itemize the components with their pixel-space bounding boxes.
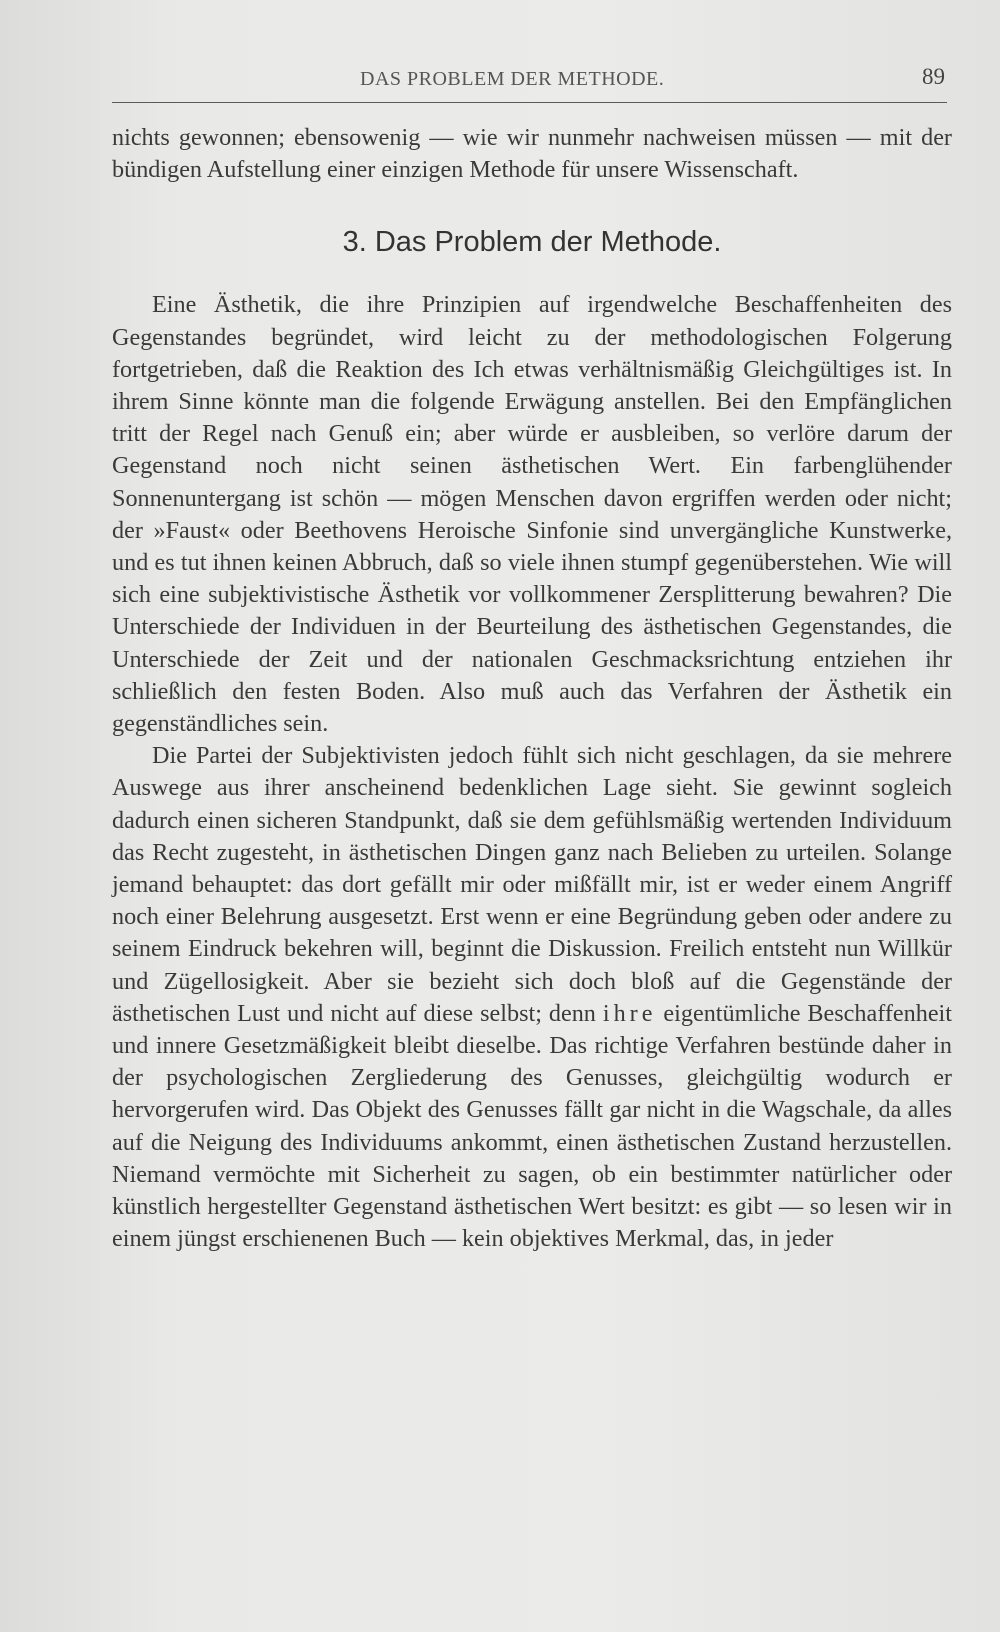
body-text — [112, 122, 952, 1256]
paragraph-2-part-2: eigentümliche Beschaffenheit und innere Gesetzmäßigkeit bleibt dieselbe. Das richtige Verfahren bestünde daher in der psychologischen Zergliederung des Genusses, gleichgültig wodurch er hervorgerufen wird. Das Objekt des Genusses fällt gar nicht in die Wagschale, da alles auf die Neigung des Individuums ankommt, einen ästhetischen Zustand herzustellen. Niemand vermöchte mit Sicherheit zu sagen, ob ein bestimmter natürlicher oder künstlich hergestellter Gegenstand ästhetischen Wert besitzt: es gibt — so lesen wir in einem jüngst erschienenen Buch — kein objektives Merkmal, das, in jeder — [112, 999, 952, 1253]
running-title: DAS PROBLEM DER METHODE. — [360, 68, 665, 90]
section-heading: 3. Das Problem der Methode. — [342, 226, 722, 259]
emphasis-ihre: ihre — [602, 999, 657, 1027]
paragraph-2 — [112, 740, 952, 1255]
page-number: 89 — [922, 64, 945, 89]
paragraph-1: Eine Ästhetik, die ihre Prinzipien auf irgendwelche Beschaffenheiten des Gegenstandes begründet, wird leicht zu der methodologischen Folgerung fortgetrieben, daß die Reaktion des Ich etwas verhältnismäßig Gleichgültiges ist. In ihrem Sinne könnte man die folgende Erwägung anstellen. Bei den Empfänglichen tritt der Regel nach Genuß ein; aber würde er ausbleiben, so verlöre darum der Gegenstand noch nicht seinen ästhetischen Wert. Ein farbenglühender Sonnenuntergang ist schön — mögen Menschen davon ergriffen werden oder nicht; der »Faust« oder Beethovens Heroische Sinfonie sind unvergängliche Kunstwerke, und es tut ihnen keinen Abbruch, daß so viele ihnen stumpf gegenüberstehen. Wie will sich eine subjektivistische Ästhetik vor vollkommener Zersplitterung bewahren? Die Unterschiede der Individuen in der Beurteilung des ästhetischen Gegenstandes, die Unterschiede der Zeit und der nationalen Geschmacksrichtung entziehen ihr schließlich den festen Boden. Also muß auch das Verfahren der Ästhetik ein gegenständliches sein. — [112, 291, 952, 738]
running-header — [112, 62, 947, 103]
paragraph-2-part-1: Die Partei der Subjektivisten jedoch fühlt sich nicht geschlagen, da sie mehrere Auswege aus ihrer anscheinend bedenklichen Lage sieht. Sie gewinnt sogleich dadurch einen sicheren Standpunkt, daß sie dem gefühlsmäßig wertenden Individuum das Recht zugesteht, in ästhetischen Dingen ganz nach Belieben zu urteilen. Solange jemand behauptet: das dort gefällt mir oder mißfällt mir, ist er weder einem Angriff noch einer Belehrung ausgesetzt. Erst wenn er eine Begründung geben oder andere zu seinem Eindruck bekehren will, beginnt die Diskussion. Freilich entsteht nun Willkür und Zügellosigkeit. Aber sie bezieht sich doch bloß auf die Gegenstände der ästhetischen Lust und nicht auf diese selbst; denn — [112, 742, 952, 1027]
intro-paragraph: nichts gewonnen; ebensowenig — wie wir nunmehr nachweisen müssen — mit der bündigen Aufstellung einer einzigen Methode für unsere Wissenschaft. — [112, 124, 952, 184]
